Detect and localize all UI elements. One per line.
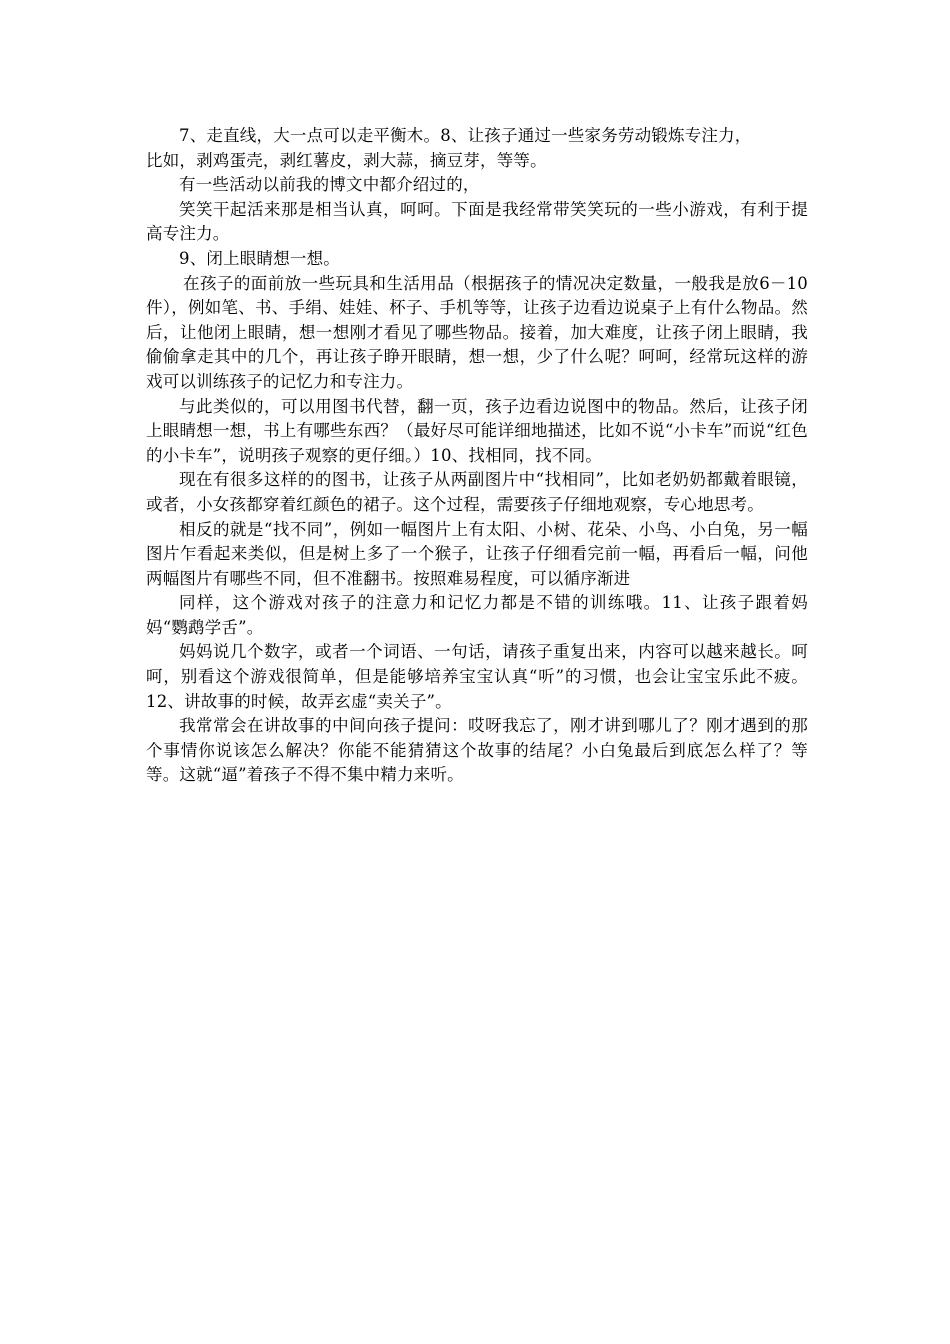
paragraph-1: 7、走直线，大一点可以走平衡木。8、让孩子通过一些家务劳动锻炼专注力， [179,126,752,145]
paragraph-3: 有一些活动以前我的博文中都介绍过的， [179,175,480,195]
paragraph-9: 相反的就是“找不同”，例如一幅图片上有太阳、小树、花朵、小鸟、小白兔，另一幅图片乍看起来类似，但是树上多了一个猴子，让孩子仔细看完前一幅，再看后一幅，问他两幅图片有哪些不同，但不准翻书。按照难易程度，可以循序渐进 [146,519,808,588]
paragraph-10: 同样，这个游戏对孩子的注意力和记忆力都是不错的训练哦。11、让孩子跟着妈妈“鹦鹉学舌”。 [146,593,808,637]
paragraph-6: 在孩子的面前放一些玩具和生活用品（根据孩子的情况决定数量，一般我是放6－10件），例如笔、书、手绢、娃娃、杯子、手机等等，让孩子边看边说桌子上有什么物品。然后，让他闭上眼睛，想一想刚才看见了哪些物品。接着，加大难度，让孩子闭上眼睛，我偷偷拿走其中的几个，再让孩子睁开眼睛，想一想，少了什么呢？呵呵，经常玩这样的游戏可以训练孩子的记忆力和专注力。 [146,273,808,391]
paragraph-2: 比如，剥鸡蛋壳，剥红薯皮，剥大蒜，摘豆芽，等等。 [146,150,547,170]
paragraph-8: 现在有很多这样的的图书，让孩子从两副图片中“找相同”，比如老奶奶都戴着眼镜，或者，小女孩都穿着红颜色的裙子。这个过程，需要孩子仔细地观察，专心地思考。 [146,470,808,514]
paragraph-12: 我常常会在讲故事的中间向孩子提问：哎呀我忘了，刚才讲到哪儿了？刚才遇到的那个事情你说该怎么解决？你能不能猜猜这个故事的结尾？小白兔最后到底怎么样了？等等。这就“逼”着孩子不得不集中精力来听。 [146,716,808,785]
document-body [146,124,808,788]
paragraph-11: 妈妈说几个数字，或者一个词语、一句话，请孩子重复出来，内容可以越来越长。呵呵，别看这个游戏很简单，但是能够培养宝宝认真“听”的习惯，也会让宝宝乐此不疲。 12、讲故事的时候，故弄玄虚“卖关子”。 [146,642,808,711]
paragraph-4: 笑笑干起活来那是相当认真，呵呵。下面是我经常带笑笑玩的一些小游戏，有利于提高专注力。 [146,199,808,244]
paragraph-5: 9、闭上眼睛想一想。 [179,248,340,268]
paragraph-7: 与此类似的，可以用图书代替，翻一页，孩子边看边说图中的物品。然后，让孩子闭上眼睛想一想，书上有哪些东西？（最好尽可能详细地描述，比如不说“小卡车”而说“红色的小卡车”，说明孩子观察的更仔细。）10、找相同，找不同。 [146,396,808,465]
